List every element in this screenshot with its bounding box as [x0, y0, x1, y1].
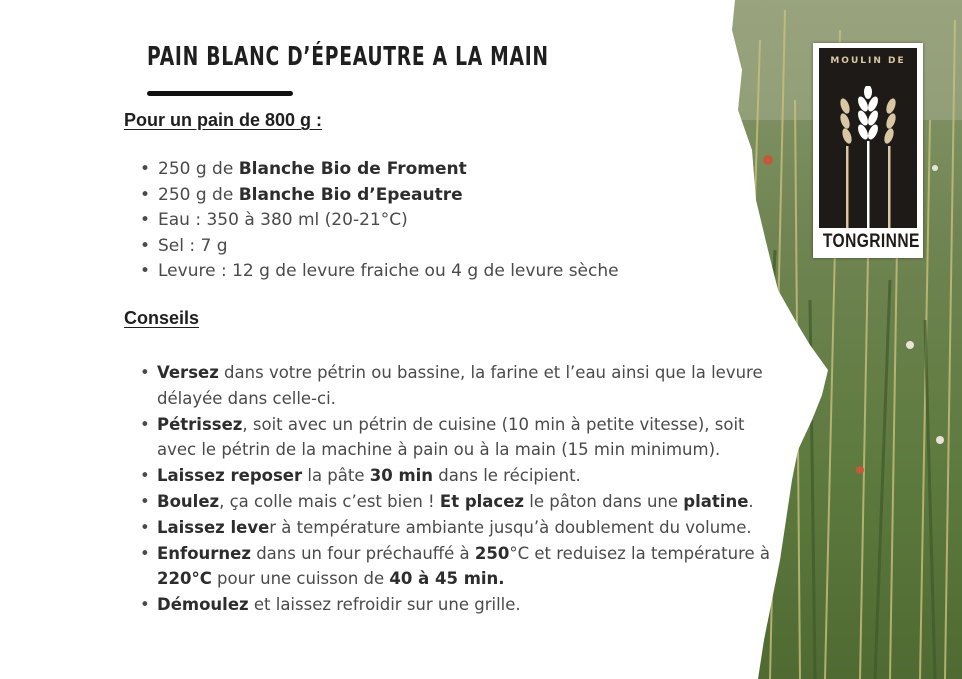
ingredient-item: • 250 g de Blanche Bio de Froment [134, 157, 619, 183]
title-underline [147, 91, 293, 96]
ingredient-item: • 250 g de Blanche Bio d’Epeautre [134, 183, 619, 209]
moulin-de-tongrinne-logo [813, 43, 923, 258]
step-item: • Pétrissez, soit avec un pétrin de cuisine (10 min à petite vitesse), soit avec le pétrin de la machine à pain ou à la main (15 min minimum). [134, 412, 784, 464]
step-item: • Boulez, ça colle mais c’est bien ! Et placez le pâton dans une platine. [134, 489, 784, 515]
step-item: • Laissez reposer la pâte 30 min dans le récipient. [134, 463, 784, 489]
logo-bottom-text: TONGRINNE [822, 231, 920, 252]
tips-heading: Conseils [124, 308, 200, 328]
step-item: • Démoulez et laissez refroidir sur une grille. [134, 592, 784, 618]
wheat-icon [833, 86, 903, 228]
ingredient-item: • Eau : 350 à 380 ml (20-21°C) [134, 208, 619, 234]
ingredients-heading: Pour un pain de 800 g : [124, 110, 323, 130]
recipe-title: PAIN BLANC D’ÉPEAUTRE A LA MAIN [147, 42, 549, 72]
step-item: • Versez dans votre pétrin ou bassine, la farine et l’eau ainsi que la levure délayée dans celle-ci. [134, 360, 784, 412]
logo-top-text: MOULIN DE [830, 56, 906, 66]
ingredients-list [134, 157, 619, 285]
steps-list [134, 360, 784, 618]
step-item: • Enfournez dans un four préchauffé à 250°C et reduisez la température à 220°C pour une cuisson de 40 à 45 min. [134, 541, 784, 593]
step-item: • Laissez lever à température ambiante jusqu’à doublement du volume. [134, 515, 784, 541]
logo-dark-panel [819, 48, 917, 228]
ingredient-item: • Levure : 12 g de levure fraiche ou 4 g de levure sèche [134, 259, 619, 285]
ingredient-item: • Sel : 7 g [134, 234, 619, 260]
